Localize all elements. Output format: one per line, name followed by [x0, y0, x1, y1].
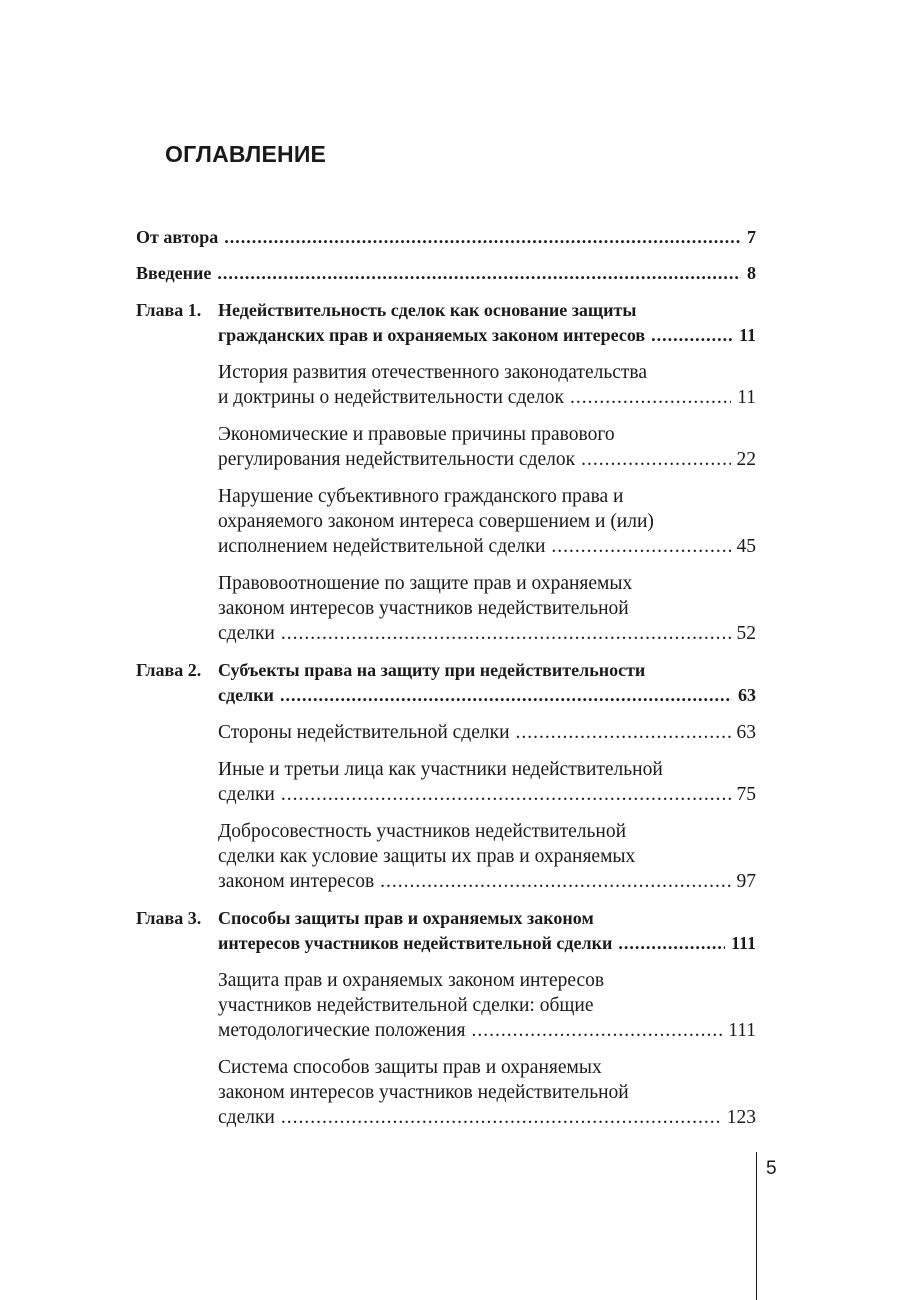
toc-entry-line: интересов участников недействительной сделки: [218, 933, 613, 953]
toc-entry-line: Экономические и правовые причины правового: [218, 424, 615, 445]
toc-entry-line: законом интересов участников недействительной: [218, 1082, 629, 1103]
toc-entry-line: исполнением недействительной сделки: [218, 536, 546, 557]
toc-page-number: 97: [736, 871, 756, 892]
toc-page-number: 63: [738, 685, 756, 705]
toc-entry-section-2-2[interactable]: [136, 757, 756, 807]
toc-entry-line: Субъекты права на защиту при недействительности: [218, 660, 646, 680]
toc-entry-line: гражданских прав и охраняемых законом интересов: [218, 325, 646, 345]
table-of-contents: [136, 225, 756, 1130]
dot-leader: [516, 720, 731, 745]
toc-entry-chapter-1[interactable]: [136, 298, 756, 348]
toc-page-number: 11: [738, 325, 756, 345]
chapter-label: Глава 3.: [136, 908, 202, 928]
dot-leader: [651, 323, 733, 348]
toc-entry-line: Стороны недействительной сделки: [218, 722, 510, 743]
toc-entry-line: сделки: [218, 1107, 275, 1128]
toc-entry-section-1-4[interactable]: [136, 571, 756, 646]
toc-entry-line: методологические положения: [218, 1020, 466, 1041]
dot-leader: [281, 621, 731, 646]
dot-leader: [570, 385, 731, 410]
toc-entry-line: Недействительность сделок как основание защиты: [218, 300, 637, 320]
toc-entry-section-2-3[interactable]: [136, 819, 756, 894]
toc-entry-line: Иные и третьи лица как участники недействительной: [218, 759, 663, 780]
toc-page-number: 111: [728, 1020, 756, 1041]
toc-entry-line: Нарушение субъективного гражданского права и: [218, 486, 624, 507]
dot-leader: [281, 782, 731, 807]
toc-entry-line: История развития отечественного законодательства: [218, 362, 648, 383]
page-title: ОГЛАВЛЕНИЕ: [165, 141, 327, 167]
dot-leader: [380, 869, 730, 894]
dot-leader: [224, 225, 741, 250]
toc-entry-section-1-1[interactable]: [136, 360, 756, 410]
toc-entry-title: От автора: [136, 227, 219, 247]
toc-page-number: 75: [736, 784, 756, 805]
toc-entry-chapter-2[interactable]: [136, 658, 756, 708]
dot-leader: [581, 447, 730, 472]
toc-entry-section-1-3[interactable]: [136, 484, 756, 559]
toc-page-number: 52: [736, 623, 756, 644]
toc-entry-section-3-2[interactable]: [136, 1055, 756, 1130]
toc-entry-line: сделки: [218, 623, 275, 644]
toc-page-number: 11: [737, 387, 756, 408]
toc-entry-line: Защита прав и охраняемых законом интересов: [218, 970, 605, 991]
toc-entry-line: Система способов защиты прав и охраняемых: [218, 1057, 602, 1078]
toc-entry-line: Добросовестность участников недействительной: [218, 821, 627, 842]
dot-leader: [551, 534, 730, 559]
toc-entry-line: регулирования недействительности сделок: [218, 449, 576, 470]
toc-entry-section-3-1[interactable]: [136, 968, 756, 1043]
chapter-label: Глава 2.: [136, 660, 202, 680]
toc-page-number: 45: [736, 536, 756, 557]
dot-leader: [217, 261, 741, 286]
toc-entry-line: Правовоотношение по защите прав и охраняемых: [218, 573, 633, 594]
page-number: 5: [766, 1158, 777, 1179]
dot-leader: [281, 1105, 721, 1130]
toc-entry-line: участников недействительной сделки: общие: [218, 995, 594, 1016]
toc-page-number: 111: [730, 933, 756, 953]
toc-entry-section-1-2[interactable]: [136, 422, 756, 472]
toc-entry-chapter-3[interactable]: [136, 906, 756, 956]
toc-page-number: 22: [736, 449, 756, 470]
toc-entry-line: законом интересов: [218, 871, 375, 892]
toc-page-number: 8: [747, 263, 756, 283]
toc-entry-line: охраняемого законом интереса совершением и (или): [218, 511, 654, 532]
dot-leader: [471, 1018, 722, 1043]
toc-entry-preface[interactable]: [136, 225, 756, 250]
toc-entry-introduction[interactable]: [136, 261, 756, 286]
toc-entry-line: сделки: [218, 685, 274, 705]
dot-leader: [280, 683, 732, 708]
toc-entry-line: и доктрины о недействительности сделок: [218, 387, 564, 408]
toc-page-number: 63: [736, 722, 756, 743]
toc-entry-line: законом интересов участников недействительной: [218, 598, 629, 619]
toc-entry-line: Способы защиты прав и охраняемых законом: [218, 908, 594, 928]
toc-entry-title: Введение: [136, 263, 212, 283]
toc-entry-section-2-1[interactable]: [136, 720, 756, 745]
toc-entry-line: сделки: [218, 784, 275, 805]
page-margin-rule: [756, 1152, 757, 1300]
dot-leader: [618, 931, 725, 956]
toc-page-number: 7: [747, 227, 756, 247]
toc-entry-line: сделки как условие защиты их прав и охраняемых: [218, 846, 636, 867]
toc-page-number: 123: [726, 1107, 756, 1128]
chapter-label: Глава 1.: [136, 300, 202, 320]
